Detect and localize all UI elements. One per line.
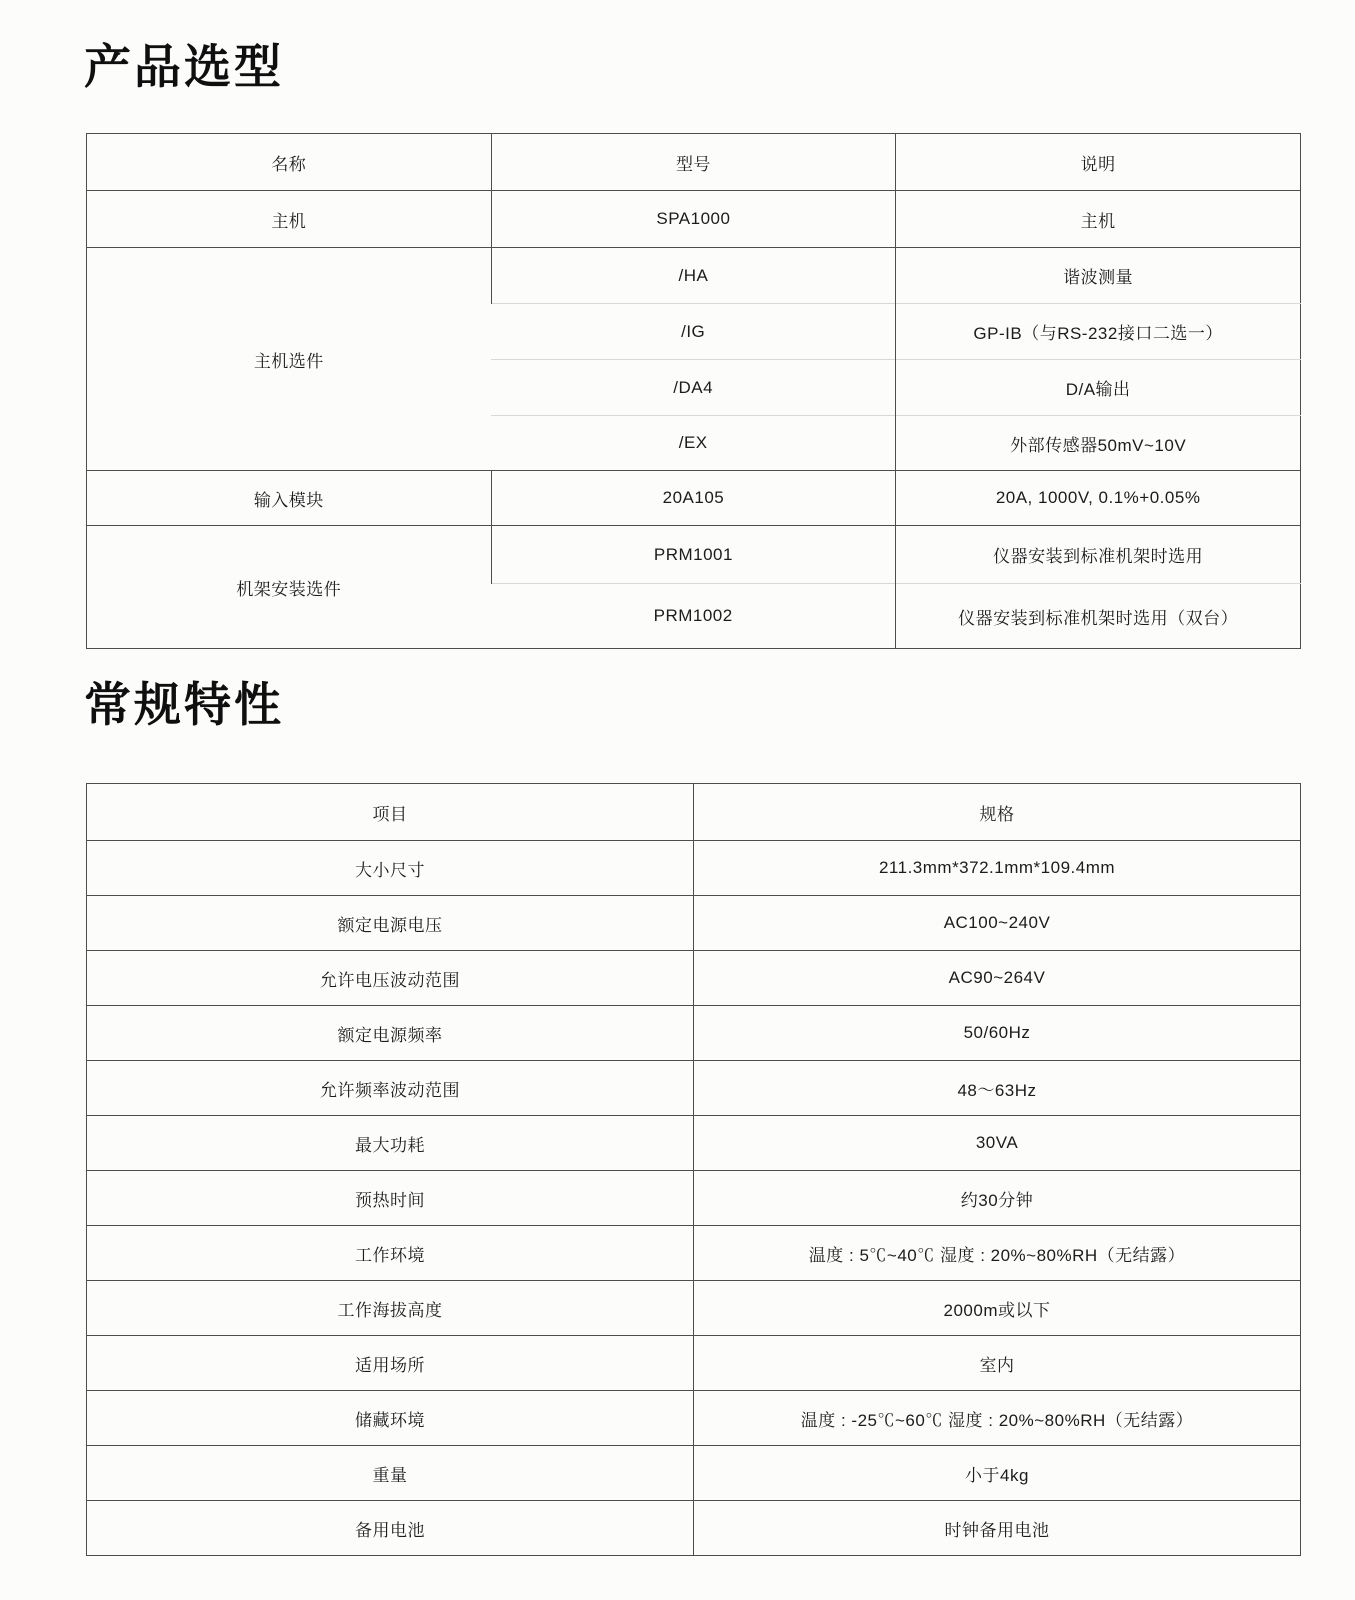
model-cell: /IG bbox=[491, 304, 896, 360]
item-cell: 储藏环境 bbox=[87, 1391, 694, 1446]
section-title-product-selection: 产品选型 bbox=[84, 40, 284, 93]
desc-cell: 谐波测量 bbox=[896, 248, 1301, 304]
spec-cell: 温度 : -25℃~60℃ 湿度 : 20%~80%RH（无结露） bbox=[694, 1391, 1301, 1446]
item-cell: 额定电源电压 bbox=[87, 896, 694, 951]
item-cell: 备用电池 bbox=[87, 1501, 694, 1556]
item-cell: 重量 bbox=[87, 1446, 694, 1501]
spec-table-header-row bbox=[87, 784, 1301, 841]
table-row-input-module bbox=[87, 471, 1301, 526]
header-cell-desc: 说明 bbox=[896, 134, 1301, 191]
desc-cell: D/A输出 bbox=[896, 360, 1301, 416]
table-row-rack-prm1001 bbox=[87, 526, 1301, 584]
spec-cell: 时钟备用电池 bbox=[694, 1501, 1301, 1556]
spec-row-warmup-time bbox=[87, 1171, 1301, 1226]
item-cell: 允许频率波动范围 bbox=[87, 1061, 694, 1116]
group-name-cell: 主机选件 bbox=[87, 248, 492, 471]
desc-cell: 外部传感器50mV~10V bbox=[896, 416, 1301, 471]
spec-row-voltage-range bbox=[87, 951, 1301, 1006]
header-cell-spec: 规格 bbox=[694, 784, 1301, 841]
item-cell: 工作海拔高度 bbox=[87, 1281, 694, 1336]
model-cell: PRM1002 bbox=[491, 584, 896, 649]
spec-cell: 室内 bbox=[694, 1336, 1301, 1391]
desc-cell: GP-IB（与RS-232接口二选一） bbox=[896, 304, 1301, 360]
product-selection-table bbox=[86, 133, 1301, 649]
group-name-cell: 主机 bbox=[87, 191, 492, 248]
model-cell: /EX bbox=[491, 416, 896, 471]
spec-row-rated-voltage bbox=[87, 896, 1301, 951]
spec-row-max-power bbox=[87, 1116, 1301, 1171]
product-table-header-row bbox=[87, 134, 1301, 191]
spec-row-applicable-location bbox=[87, 1336, 1301, 1391]
item-cell: 额定电源频率 bbox=[87, 1006, 694, 1061]
spec-cell: 50/60Hz bbox=[694, 1006, 1301, 1061]
spec-row-rated-frequency bbox=[87, 1006, 1301, 1061]
item-cell: 工作环境 bbox=[87, 1226, 694, 1281]
table-row-mainframe bbox=[87, 191, 1301, 248]
spec-row-frequency-range bbox=[87, 1061, 1301, 1116]
spec-row-operating-altitude bbox=[87, 1281, 1301, 1336]
desc-cell: 仪器安装到标准机架时选用（双台） bbox=[896, 584, 1301, 649]
spec-cell: 温度 : 5℃~40℃ 湿度 : 20%~80%RH（无结露） bbox=[694, 1226, 1301, 1281]
group-name-cell: 输入模块 bbox=[87, 471, 492, 526]
item-cell: 允许电压波动范围 bbox=[87, 951, 694, 1006]
header-cell-name: 名称 bbox=[87, 134, 492, 191]
spec-cell: 2000m或以下 bbox=[694, 1281, 1301, 1336]
spec-cell: 小于4kg bbox=[694, 1446, 1301, 1501]
item-cell: 最大功耗 bbox=[87, 1116, 694, 1171]
spec-row-operating-environment bbox=[87, 1226, 1301, 1281]
desc-cell: 20A, 1000V, 0.1%+0.05% bbox=[896, 471, 1301, 526]
header-cell-model: 型号 bbox=[491, 134, 896, 191]
model-cell: /HA bbox=[491, 248, 896, 304]
spec-row-backup-battery bbox=[87, 1501, 1301, 1556]
item-cell: 适用场所 bbox=[87, 1336, 694, 1391]
spec-cell: 约30分钟 bbox=[694, 1171, 1301, 1226]
model-cell: 20A105 bbox=[491, 471, 896, 526]
model-cell: PRM1001 bbox=[491, 526, 896, 584]
spec-cell: 48～63Hz bbox=[694, 1061, 1301, 1116]
spec-cell: AC100~240V bbox=[694, 896, 1301, 951]
model-cell: /DA4 bbox=[491, 360, 896, 416]
spec-row-storage-environment bbox=[87, 1391, 1301, 1446]
model-cell: SPA1000 bbox=[491, 191, 896, 248]
desc-cell: 仪器安装到标准机架时选用 bbox=[896, 526, 1301, 584]
general-characteristics-table bbox=[86, 783, 1301, 1556]
header-cell-item: 项目 bbox=[87, 784, 694, 841]
spec-row-dimensions bbox=[87, 841, 1301, 896]
spec-cell: AC90~264V bbox=[694, 951, 1301, 1006]
spec-cell: 30VA bbox=[694, 1116, 1301, 1171]
table-row-option-ha bbox=[87, 248, 1301, 304]
group-name-cell: 机架安装选件 bbox=[87, 526, 492, 649]
spec-row-weight bbox=[87, 1446, 1301, 1501]
item-cell: 大小尺寸 bbox=[87, 841, 694, 896]
item-cell: 预热时间 bbox=[87, 1171, 694, 1226]
desc-cell: 主机 bbox=[896, 191, 1301, 248]
spec-cell: 211.3mm*372.1mm*109.4mm bbox=[694, 841, 1301, 896]
section-title-general-characteristics: 常规特性 bbox=[84, 678, 284, 731]
